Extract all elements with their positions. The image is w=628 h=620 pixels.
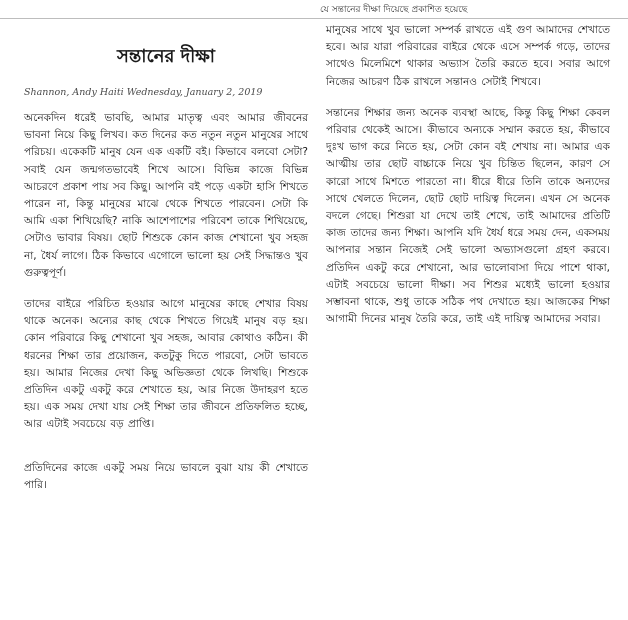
article-paragraph: প্রতিদিনের কাজে একটু সময় নিয়ে ভাবলে বুঝা যায় কী শেখাতে পারি। (24, 462, 308, 492)
header-strip-text: যে সন্তানের দীক্ষা দিয়েছে প্রকাশিত হয়েছে (320, 5, 468, 15)
left-column (24, 34, 308, 508)
top-header-strip (0, 0, 628, 19)
article-paragraph: অনেকদিন ধরেই ভাবছি, আমার মাতৃত্ব এবং আমার জীবনের ভাবনা নিয়ে কিছু লিখব। কত দিনের কত নতুন নতুন মানুষের সাথে পরিচয়। একেকটি মানুষ যেন এক একটি বই। কিভাবে বলবো সেটা? সবাই যেন জন্মগতভাবেই শিখে আসে। বিভিন্ন কাজে বিভিন্ন আচরণে প্রকাশ পায় সব কিছু। আপনি বই পড়ে একটা হাসি শিখতে পারেন না, কিন্তু মানুষের মাঝে থেকে শিখতে পারবেন। সেটা কি আমি একা শিখিয়েছি? নাকি আশেপাশের পরিবেশ তাকে শিখিয়েছে, সেটাও ভাবার বিষয়। ছোট শিশুকে কোন কাজ শেখানো খুব সহজ না, ধৈর্য লাগে। ঠিক কিভাবে এগোলে ভালো হয় সেই সিদ্ধান্তও খুব গুরুত্বপূর্ণ। (24, 112, 308, 279)
right-column (326, 22, 610, 407)
article-paragraph: তাদের বাইরে পরিচিত হওয়ার আগে মানুষের কাছে শেখার বিষয় থাকে অনেক। অন্যের কাছ থেকে শিখতে গিয়েই মানুষ বড় হয়। কোন পরিবারে কিছু শেখানো খুব সহজ, আবার কোথাও কঠিন। কী ধরনের শিক্ষা তার প্রয়োজন, কতটুকু দিতে পারবো, সেটা ভাবতে হয়। আমার নিজের দেখা কিছু অভিজ্ঞতা থেকে লিখছি। শিশুকে প্রতিদিন একটু একটু করে শেখাতে হয়, আর নিজে উদাহরণ হতে হয়। এক সময় দেখা যায় সেই শিক্ষা তার জীবনে প্রতিফলিত হচ্ছে, আর এটাই সবচেয়ে বড় প্রাপ্তি। (24, 298, 308, 431)
article-title: সন্তানের দীক্ষা (116, 46, 216, 67)
article-paragraph: মানুষের সাথে খুব ভালো সম্পর্ক রাখতে এই গুণ আমাদের শেখাতে হবে। আর যারা পরিবারের বাইরে থেকে এসে সম্পর্ক গড়ে, তাদের সাথেও মিলেমিশে থাকার অভ্যাস তৈরি করতে হবে। সবার আগে নিজের আচরণ ঠিক রাখলে সন্তানও সেটাই শিখবে। (326, 24, 610, 88)
article-meta: Shannon, Andy Haiti Wednesday, January 2, 2019 (24, 87, 263, 98)
article-paragraph: সন্তানের শিক্ষার জন্য অনেক ব্যবস্থা আছে, কিন্তু কিছু শিক্ষা কেবল পরিবার থেকেই আসে। কীভাবে অন্যকে সম্মান করতে হয়, কীভাবে দুঃখ ভাগ করে নিতে হয়, সেটা কোন বই শেখায় না। আমার এক আত্মীয় তার ছোট বাচ্চাকে নিয়ে খুব চিন্তিত ছিলেন, কারণ সে কারো সাথে মিশতে পারতো না। ধীরে ধীরে তিনি তাকে অন্যদের সাথে খেলতে দিলেন, ছোট ছোট দায়িত্ব দিলেন। এখন সে অনেক বদলে গেছে। শিশুরা যা দেখে তাই শেখে, তাই আমাদের প্রতিটি কাজ তাদের জন্য শিক্ষা। আপনি যদি ধৈর্য ধরে সময় দেন, একসময় আপনার সন্তান নিজেই সেই ভালো অভ্যাসগুলো গ্রহণ করবে। প্রতিদিন একটু করে শেখানো, আর ভালোবাসা দিয়ে পাশে থাকা, এটাই সবচেয়ে ভালো দীক্ষা। সব শিশুর মধ্যেই ভালো হওয়ার সম্ভাবনা থাকে, শুধু তাকে সঠিক পথ দেখাতে হয়। আজকের শিক্ষা আগামী দিনের মানুষ তৈরি করে, তাই এই দায়িত্ব আমাদের সবার। (326, 106, 610, 326)
